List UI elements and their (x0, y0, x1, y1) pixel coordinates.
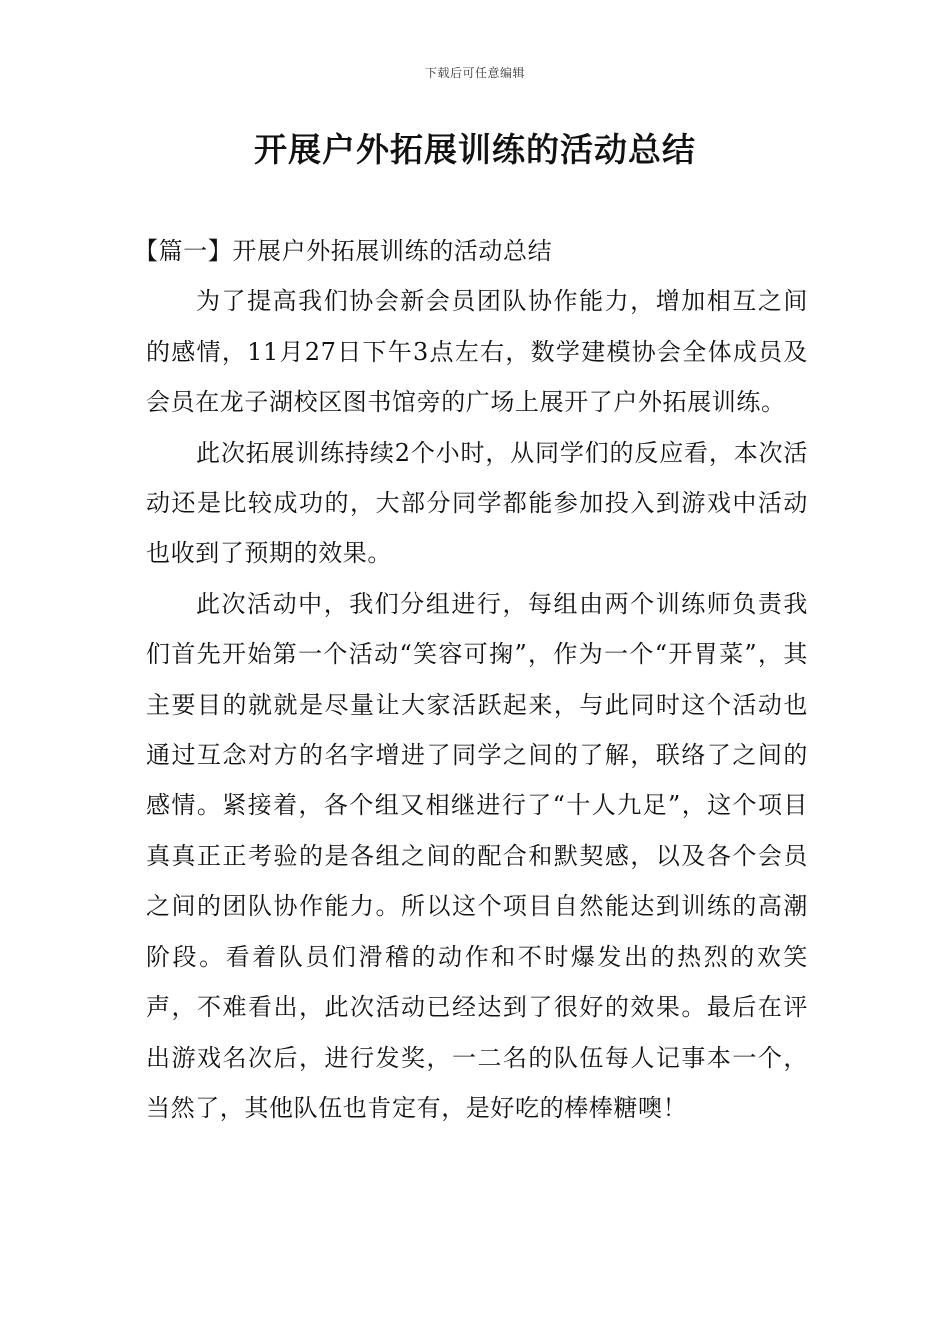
section-heading: 【篇一】开展户外拓展训练的活动总结 (134, 237, 553, 265)
paragraph-3: 此次活动中，我们分组进行，每组由两个训练师负责我们首先开始第一个活动“笑容可掬”，作为一个“开胃菜”，其主要目的就就是尽量让大家活跃起来，与此同时这个活动也通过互念对方的名字增进了同学之间的了解，联络了之间的感情。紧接着，各个组又相继进行了“十人九足”，这个项目真真正正考验的是各组之间的配合和默契感，以及各个会员之间的团队协作能力。所以这个项目自然能达到训练的高潮阶段。看着队员们滑稽的动作和不时爆发出的热烈的欢笑声，不难看出，此次活动已经达到了很好的效果。最后在评出游戏名次后，进行发奖，一二名的队伍每人记事本一个，当然了，其他队伍也肯定有，是好吃的棒棒糖噢！ (146, 589, 808, 1122)
document-body (134, 226, 808, 1133)
header-note: 下载后可任意编辑 (424, 66, 525, 80)
document-title: 开展户外拓展训练的活动总结 (254, 130, 696, 169)
paragraph-1: 为了提高我们协会新会员团队协作能力，增加相互之间的感情，11月27日下午3点左右，数学建模协会全体成员及会员在龙子湖校区图书馆旁的广场上展开了户外拓展训练。 (146, 287, 808, 417)
paragraph-2: 此次拓展训练持续2个小时，从同学们的反应看，本次活动还是比较成功的，大部分同学都能参加投入到游戏中活动也收到了预期的效果。 (146, 438, 808, 568)
